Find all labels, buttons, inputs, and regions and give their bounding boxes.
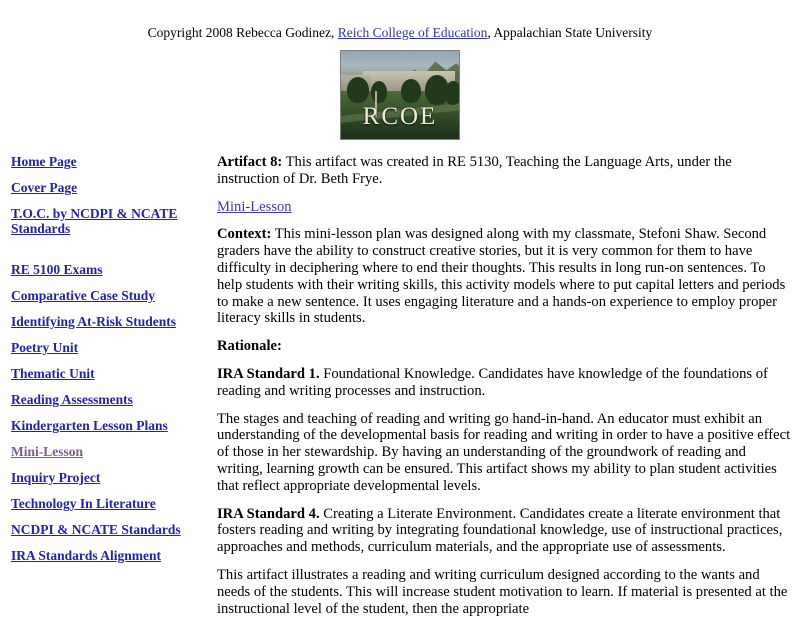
ira-standard-1-label: IRA Standard 1.: [217, 365, 320, 382]
mini-lesson-link[interactable]: Mini-Lesson: [217, 198, 292, 215]
sidebar-item-ira-standards-alignment[interactable]: IRA Standards Alignment: [11, 548, 162, 563]
sidebar-item-home-page[interactable]: Home Page: [11, 154, 77, 169]
sidebar-item-identifying-at-risk-students[interactable]: Identifying At-Risk Students: [11, 314, 177, 329]
sidebar-item-toc-ncdpi-ncate-standards[interactable]: T.O.C. by NCDPI & NCATE Standards: [11, 206, 178, 236]
photo-tree: [445, 81, 460, 105]
ira-standard-4-label: IRA Standard 4.: [217, 505, 320, 522]
ira-standard-1-body: The stages and teaching of reading and writing go hand-in-hand. An educator must exhibit an understanding of the developmental basis for reading and writing in order to have a positive effect of those in her stewardship. By having an understanding of the groundwork of reading and writing, learning growth can be ensured. This artifact shows my ability to plan student activities that reflect appropriate developmental levels.: [217, 410, 791, 494]
ira-standard-1-paragraph: [217, 366, 792, 400]
reich-college-of-education-link[interactable]: Reich College of Education: [337, 25, 488, 40]
sidebar-navigation: [0, 154, 210, 574]
sidebar-item-thematic-unit[interactable]: Thematic Unit: [11, 366, 95, 381]
sidebar-item-comparative-case-study[interactable]: Comparative Case Study: [11, 288, 155, 303]
context-text: This mini-lesson plan was designed along with my classmate, Stefoni Shaw. Second graders have the ability to construct creative stories, but it is very common for them to have difficulty in deciphering where to end their thoughts. This results in long run-on sentences. To help students with their writing skills, this activity models where to put capital letters and periods to make a new sentence. It uses engaging literature and a hands-on experience to employ proper literacy skills in students.: [217, 226, 786, 327]
artifact-label: Artifact 8:: [217, 154, 283, 170]
copyright-suffix: , Appalachian State University: [487, 25, 653, 40]
rationale-heading: [217, 338, 792, 355]
sidebar-item-cover-page[interactable]: Cover Page: [11, 180, 78, 195]
sidebar-item-re-5100-exams[interactable]: RE 5100 Exams: [11, 262, 103, 277]
photo-tree: [371, 81, 387, 103]
main-content: [210, 154, 800, 628]
sidebar-item-poetry-unit[interactable]: Poetry Unit: [11, 340, 79, 355]
ira-standard-4-paragraph: [217, 506, 792, 556]
artifact-intro-paragraph: [217, 154, 792, 188]
ira-standard-4-body: This artifact illustrates a reading and writing curriculum designed according to the wants and needs of the students. This will increase student motivation to learn. If material is presented at the instructional level of the student, then the appropriate: [217, 566, 788, 617]
mini-lesson-link-paragraph: [217, 199, 792, 216]
sidebar-item-mini-lesson[interactable]: Mini-Lesson: [11, 444, 84, 459]
context-label: Context:: [217, 226, 272, 243]
sidebar-item-ncdpi-ncate-standards[interactable]: NCDPI & NCATE Standards: [11, 522, 181, 537]
photo-tree: [401, 79, 421, 103]
sidebar-item-inquiry-project[interactable]: Inquiry Project: [11, 470, 101, 485]
artifact-intro-text: This artifact was created in RE 5130, Teaching the Language Arts, under the instruction of Dr. Beth Frye.: [217, 154, 732, 187]
sidebar-item-reading-assessments[interactable]: Reading Assessments: [11, 392, 133, 407]
ira-standard-4-text: Creating a Literate Environment. Candidates create a literate environment that fosters reading and writing by integrating foundational knowledge, use of instructional practices, approaches and methods, curriculum materials, and the appropriate use of assessments.: [217, 505, 783, 556]
rcoe-campus-image: [340, 50, 460, 140]
copyright-line: [0, 25, 800, 41]
photo-tree: [347, 77, 369, 103]
rationale-heading-label: Rationale:: [217, 338, 282, 355]
context-paragraph: [217, 226, 792, 327]
sidebar-item-kindergarten-lesson-plans[interactable]: Kindergarten Lesson Plans: [11, 418, 168, 433]
copyright-prefix: Copyright 2008 Rebecca Godinez,: [147, 25, 338, 40]
rcoe-logo-caption: RCOE: [362, 103, 438, 130]
ira-standard-1-text: Foundational Knowledge. Candidates have knowledge of the foundations of reading and writing processes and instruction.: [217, 365, 768, 399]
sidebar-item-technology-in-literature[interactable]: Technology In Literature: [11, 496, 156, 511]
page-header: [0, 0, 800, 140]
logo-wrapper: [0, 50, 800, 140]
page-layout: [0, 154, 800, 628]
